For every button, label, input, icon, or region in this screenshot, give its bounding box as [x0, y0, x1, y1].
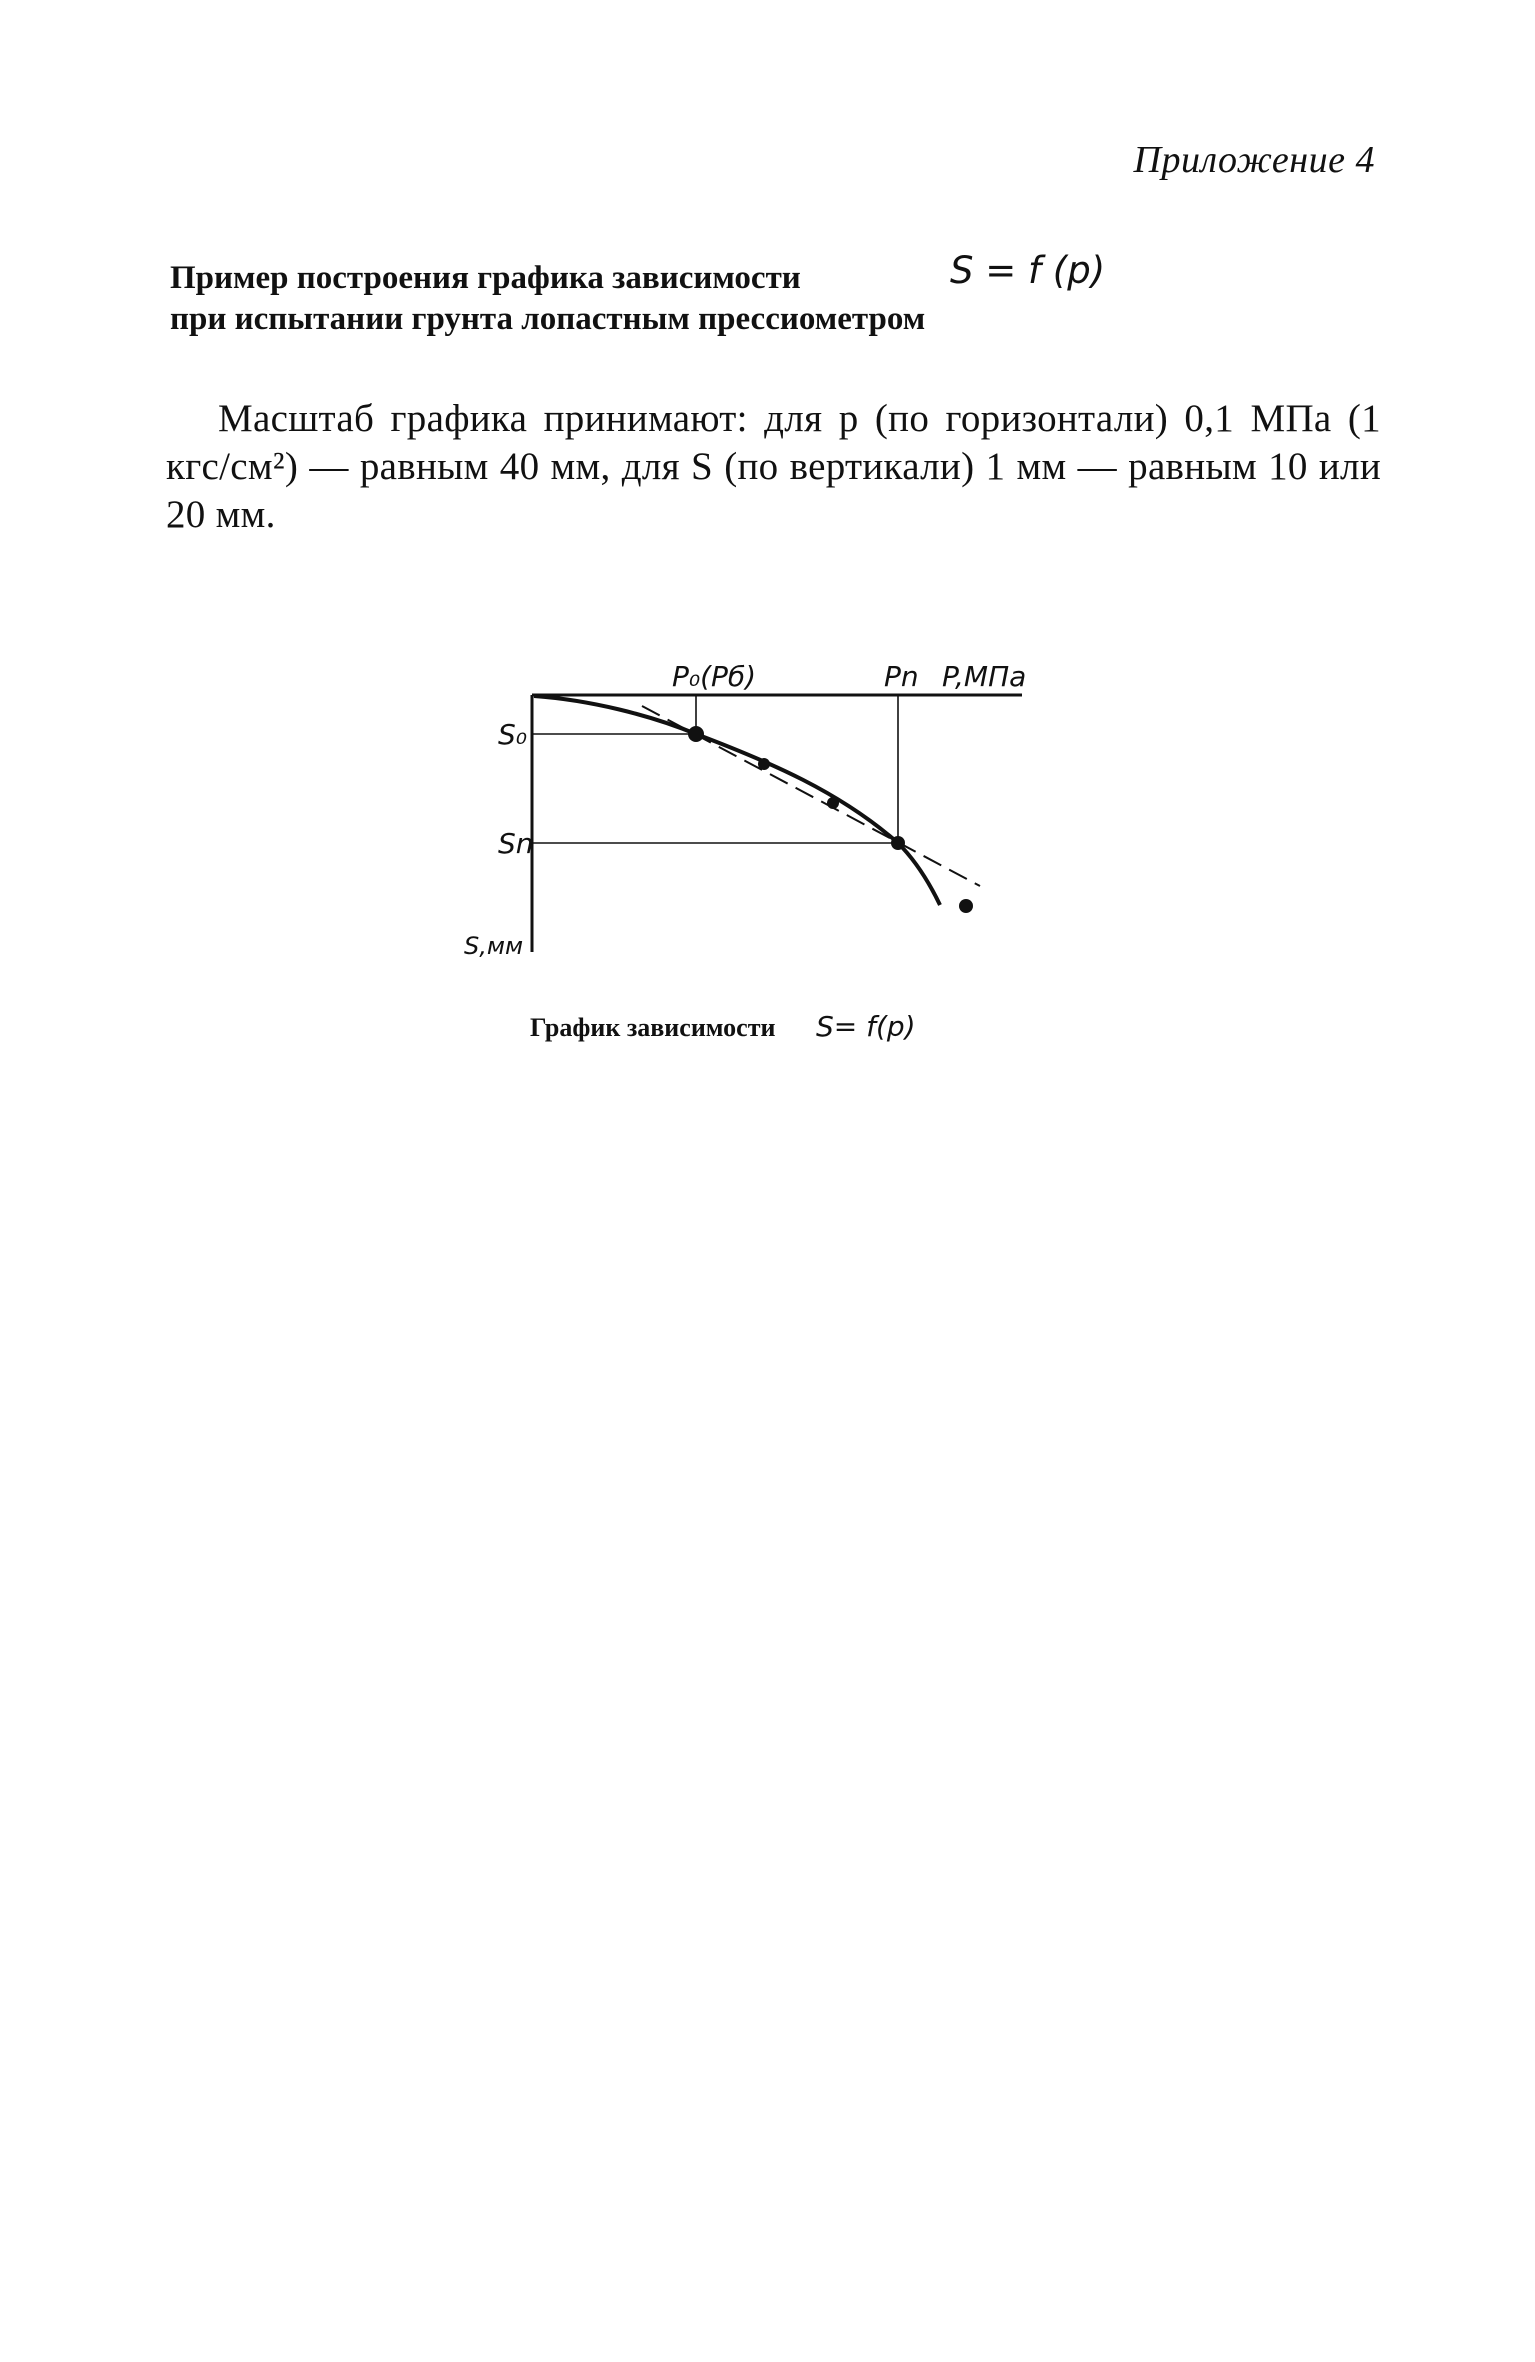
- experimental-curve: [534, 696, 940, 905]
- point-last: [959, 899, 973, 913]
- point-2: [758, 758, 770, 770]
- label-s0: S₀: [498, 718, 527, 751]
- heading-line-2: при испытании грунта лопастным прессиометром: [170, 301, 926, 337]
- appendix-number: Приложение 4: [1133, 139, 1375, 181]
- point-pn: [891, 836, 905, 850]
- settlement-pressure-figure: [450, 620, 1090, 990]
- scale-paragraph: Масштаб графика принимают: для p (по горизонтали) 0,1 МПа (1 кгс/см²) — равным 40 мм, для S (по вертикали) 1 мм — равным 10 или 20 мм.: [166, 397, 1381, 536]
- heading-line-1: Пример построения графика зависимости: [170, 260, 801, 296]
- settlement-graph: [450, 620, 1090, 990]
- label-sn: Sn: [498, 827, 534, 860]
- point-p0: [688, 726, 704, 742]
- scale-paragraph-block: [166, 395, 1381, 539]
- label-pn: Pn: [884, 660, 919, 693]
- label-p-axis: P,МПа: [942, 660, 1027, 693]
- caption-text: График зависимости: [530, 1013, 776, 1042]
- label-s-axis: S,мм: [464, 932, 524, 960]
- point-3: [827, 797, 839, 809]
- section-heading: [170, 249, 1170, 340]
- figure-caption: [530, 1010, 916, 1043]
- label-p0: P₀(Pб): [672, 660, 757, 693]
- heading-formula: S = f (p): [950, 249, 1106, 292]
- caption-formula: S= f(p): [815, 1010, 916, 1043]
